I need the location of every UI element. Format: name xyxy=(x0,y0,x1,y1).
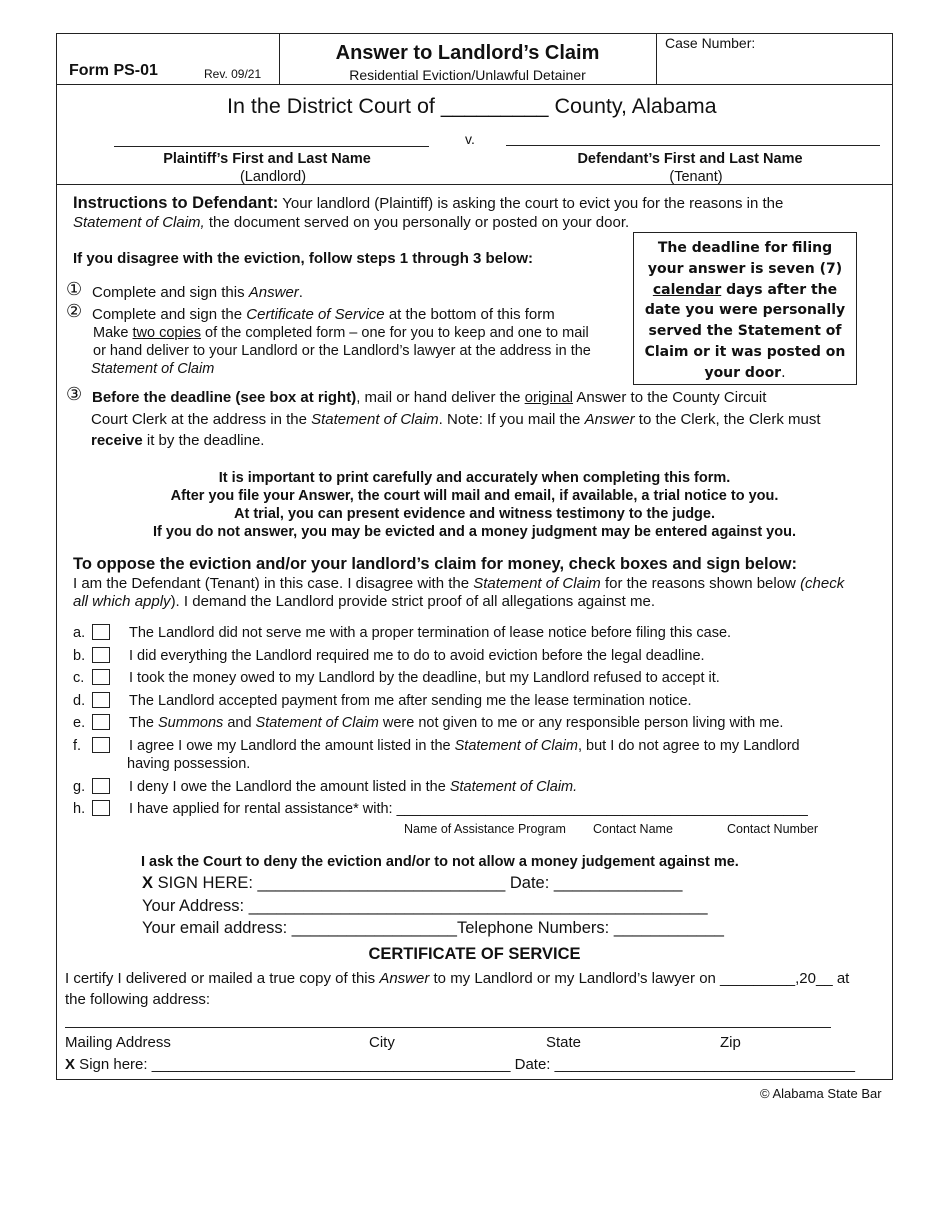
deadline-door: your door xyxy=(704,364,782,381)
step-3-line-2 xyxy=(91,411,821,428)
step-3-receive: receive xyxy=(91,432,143,449)
reason-g-checkbox[interactable] xyxy=(92,778,110,794)
reason-e-pre: The xyxy=(129,715,159,731)
step-3-original: original xyxy=(524,389,574,406)
reason-c-checkbox[interactable] xyxy=(92,669,110,685)
step-2-sub-1-u: two copies xyxy=(132,325,202,341)
assistance-contact-label: Contact Name xyxy=(593,822,673,836)
your-address-line[interactable]: Your Address: __________________________________________________ xyxy=(142,897,708,915)
court-prefix: In the District Court of xyxy=(227,94,435,118)
step-1-pre: Complete and sign this xyxy=(92,284,249,301)
form-title: Answer to Landlord’s Claim xyxy=(335,42,600,64)
step-3-line-2-mid: . Note: If you mail the xyxy=(438,411,585,428)
step-2-sub-1 xyxy=(93,325,589,341)
deadline-line-3 xyxy=(634,280,856,301)
notice-line-3: At trial, you can present evidence and witness testimony to the judge. xyxy=(233,506,716,522)
court-request: I ask the Court to deny the eviction and/or to not allow a money judgement against me. xyxy=(141,854,739,870)
form-id: Form PS-01 xyxy=(69,62,158,79)
reason-e-mid: and xyxy=(223,715,256,731)
plaintiff-name-line[interactable] xyxy=(114,146,429,147)
oppose-line-1-pre: I am the Defendant (Tenant) in this case. I disagree with the xyxy=(73,575,474,592)
step-3-line-2-post: to the Clerk, the Clerk must xyxy=(634,411,821,428)
reason-g-text xyxy=(129,779,577,795)
oppose-line-2-italic: all which apply xyxy=(73,593,171,610)
reason-e-post: were not given to me or any responsible person living with me. xyxy=(378,715,784,731)
city-label: City xyxy=(369,1034,395,1051)
reason-f-line-2: having possession. xyxy=(127,756,251,772)
reason-f-post: , but I do not agree to my Landlord xyxy=(577,738,800,754)
form-subtitle: Residential Eviction/Unlawful Detainer xyxy=(349,67,586,83)
step-2-marker: ② xyxy=(66,301,83,322)
reason-e-statement: Statement of Claim xyxy=(255,715,379,731)
reason-e-summons: Summons xyxy=(158,715,224,731)
reason-b-checkbox[interactable] xyxy=(92,647,110,663)
deadline-line-6: Claim or it was posted on xyxy=(644,343,846,360)
notice-line-4: If you do not answer, you may be evicted and a money judgment may be entered against you. xyxy=(153,524,796,540)
step-3-post: Answer to the County Circuit xyxy=(573,389,767,406)
mailing-address-line[interactable] xyxy=(65,1027,831,1028)
step-2-italic: Certificate of Service xyxy=(246,306,385,323)
step-2-sub-2: or hand deliver to your Landlord or the Landlord’s lawyer at the address in the xyxy=(93,343,591,359)
reason-a-letter: a. xyxy=(73,625,86,641)
reason-f-letter: f. xyxy=(73,738,82,754)
step-3-pre: , mail or hand deliver the xyxy=(356,389,525,406)
county-blank[interactable]: _________ xyxy=(440,94,549,118)
instructions-text: Your landlord (Plaintiff) is asking the court to evict you for the reasons in the xyxy=(278,195,784,212)
reason-a-text: The Landlord did not serve me with a proper termination of lease notice before filing this case. xyxy=(129,625,732,641)
zip-label: Zip xyxy=(720,1034,741,1051)
reason-c-text: I took the money owed to my Landlord by the deadline, but my Landlord refused to accept it. xyxy=(129,670,720,686)
deadline-line-5: served the Statement of xyxy=(648,323,842,340)
step-3-line-2-i2: Answer xyxy=(584,411,635,428)
deadline-period: . xyxy=(781,364,786,381)
step-3-text xyxy=(92,389,766,406)
reason-f-text xyxy=(129,738,800,754)
versus-label: v. xyxy=(465,131,475,147)
assistance-program-label: Name of Assistance Program xyxy=(404,822,566,836)
reason-h-letter: h. xyxy=(73,801,86,817)
reason-e-text xyxy=(129,715,783,731)
reason-h-checkbox[interactable] xyxy=(92,800,110,816)
instructions-line-1 xyxy=(73,194,783,213)
signature-sign-text: SIGN HERE: ___________________________ Date: ______________ xyxy=(153,874,683,892)
defendant-role: (Tenant) xyxy=(669,169,723,185)
reason-b-letter: b. xyxy=(73,648,86,664)
instructions-text-2: the document served on you personally or posted on your door. xyxy=(204,214,630,231)
step-3-line-3 xyxy=(91,432,264,449)
state-label: State xyxy=(546,1034,582,1051)
oppose-line-1-italic: Statement of Claim xyxy=(473,575,601,592)
deadline-line-4: date you were personally xyxy=(644,302,846,319)
step-2-pre: Complete and sign the xyxy=(92,306,247,323)
step-2-sub-1-pre: Make xyxy=(93,325,133,341)
header-rule xyxy=(56,84,893,85)
reason-d-checkbox[interactable] xyxy=(92,692,110,708)
oppose-line-1-italic-2: (check xyxy=(800,575,845,592)
reason-f-pre: I agree I owe my Landlord the amount listed in the xyxy=(129,738,455,754)
certificate-sign-text: Sign here: ___________________________________________ Date: ____________________________________ xyxy=(75,1056,855,1073)
reason-g-statement: Statement of Claim. xyxy=(449,779,578,795)
step-3-line-2-i1: Statement of Claim xyxy=(311,411,439,428)
reason-d-letter: d. xyxy=(73,693,86,709)
certificate-line-1-post: to my Landlord or my Landlord’s lawyer on _________,20__ at xyxy=(429,970,850,987)
header-divider-right xyxy=(656,33,657,84)
deadline-line-3-post: days after the xyxy=(721,281,838,298)
reason-e-letter: e. xyxy=(73,715,86,731)
case-number-label: Case Number: xyxy=(665,35,756,51)
steps-intro: If you disagree with the eviction, follow steps 1 through 3 below: xyxy=(73,250,534,267)
oppose-line-2-post: ). I demand the Landlord provide strict proof of all allegations against me. xyxy=(170,593,656,610)
oppose-line-1 xyxy=(73,575,844,592)
step-1-marker: ① xyxy=(66,279,83,300)
notice-line-1: It is important to print carefully and accurately when completing this form. xyxy=(218,470,731,486)
defendant-label: Defendant’s First and Last Name xyxy=(577,151,803,167)
statement-of-claim-ref: Statement of Claim, xyxy=(73,214,205,231)
instructions-line-2 xyxy=(73,214,629,231)
mailing-address-label: Mailing Address xyxy=(65,1034,171,1051)
deadline-calendar: calendar xyxy=(652,281,722,298)
step-3-line-3-post: it by the deadline. xyxy=(142,432,265,449)
email-phone-line[interactable]: Your email address: __________________Telephone Numbers: ____________ xyxy=(142,919,724,937)
certificate-sign-line[interactable] xyxy=(65,1056,855,1073)
oppose-line-1-mid: for the reasons shown below xyxy=(600,575,801,592)
step-2-text xyxy=(92,306,555,323)
deadline-line-7 xyxy=(634,363,856,384)
deadline-box xyxy=(633,232,857,385)
form-revision: Rev. 09/21 xyxy=(204,67,262,81)
plaintiff-role: (Landlord) xyxy=(239,169,307,185)
sign-here-line[interactable] xyxy=(142,874,682,893)
court-line xyxy=(227,94,717,119)
step-3-marker: ③ xyxy=(66,384,83,405)
court-suffix: County, Alabama xyxy=(554,94,717,118)
deadline-line-1: The deadline for filing xyxy=(657,240,833,256)
reason-b-text: I did everything the Landlord required me to do to avoid eviction before the legal deadline. xyxy=(129,648,705,664)
reason-g-pre: I deny I owe the Landlord the amount listed in the xyxy=(129,779,450,795)
notice-line-2: After you file your Answer, the court will mail and email, if available, a trial notice to you. xyxy=(170,488,779,504)
reason-h-text[interactable]: I have applied for rental assistance* with: ___________________________________________________ xyxy=(129,801,808,817)
reason-a-checkbox[interactable] xyxy=(92,624,110,640)
step-2-sub-1-post: of the completed form – one for you to keep and one to mail xyxy=(201,325,589,341)
step-1-post: . xyxy=(298,284,303,301)
step-1-text xyxy=(92,284,303,301)
certificate-line-1-pre: I certify I delivered or mailed a true copy of this xyxy=(65,970,380,987)
plaintiff-label: Plaintiff’s First and Last Name xyxy=(163,151,371,167)
certificate-heading: CERTIFICATE OF SERVICE xyxy=(368,945,581,963)
reason-g-letter: g. xyxy=(73,779,86,795)
certificate-answer: Answer xyxy=(379,970,430,987)
signature-x-mark: X xyxy=(142,874,154,892)
step-3-bold: Before the deadline (see box at right) xyxy=(92,389,357,406)
reason-f-statement: Statement of Claim xyxy=(454,738,578,754)
defendant-name-line[interactable] xyxy=(506,145,880,146)
reason-e-checkbox[interactable] xyxy=(92,714,110,730)
assistance-number-label: Contact Number xyxy=(727,822,819,836)
reason-f-checkbox[interactable] xyxy=(92,737,110,753)
certificate-x-mark: X xyxy=(65,1056,76,1073)
step-3-line-2-pre: Court Clerk at the address in the xyxy=(91,411,312,428)
instructions-heading: Instructions to Defendant: xyxy=(73,194,279,212)
step-1-italic: Answer xyxy=(248,284,299,301)
oppose-heading: To oppose the eviction and/or your landlord’s claim for money, check boxes and sign below: xyxy=(73,555,797,573)
step-2-post: at the bottom of this form xyxy=(384,306,555,323)
certificate-line-2: the following address: xyxy=(65,991,211,1008)
deadline-line-2: your answer is seven (7) xyxy=(647,260,843,277)
certificate-line-1[interactable] xyxy=(65,970,849,987)
reason-d-text: The Landlord accepted payment from me after sending me the lease termination notice. xyxy=(129,693,692,709)
copyright: © Alabama State Bar xyxy=(760,1086,882,1101)
reason-c-letter: c. xyxy=(73,670,85,686)
step-2-sub-3: Statement of Claim xyxy=(91,361,215,377)
oppose-line-2 xyxy=(73,593,655,610)
